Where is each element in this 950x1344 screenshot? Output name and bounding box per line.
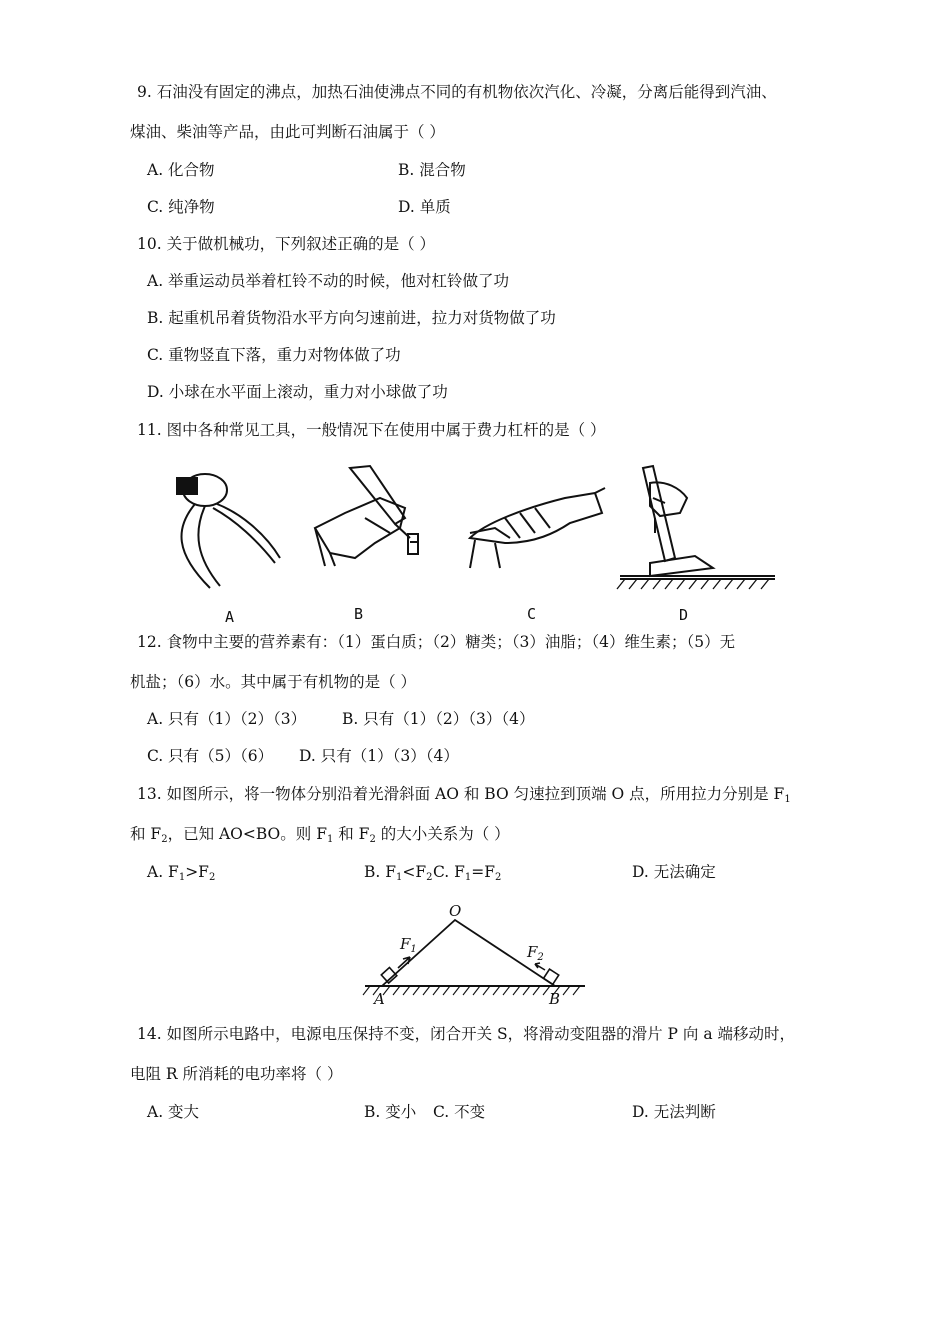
q11-stem: 11. 图中各种常见工具，一般情况下在使用中属于费力杠杆的是（ ） — [137, 421, 606, 439]
q14-option-d: D. 无法判断 — [632, 1103, 716, 1121]
q9-stem-line1: 9. 石油没有固定的沸点，加热石油使沸点不同的有机物依次汽化、冷凝，分离后能得到汽油、 — [137, 83, 777, 101]
q11-label-b: B — [354, 605, 364, 623]
q14-stem-line2: 电阻 R 所消耗的电功率将（ ） — [130, 1065, 343, 1083]
lever-bar-hand-illustration — [617, 466, 775, 589]
q13-option-c: C. $F_1=F_2$ — [433, 863, 502, 883]
q9-option-b: B. 混合物 — [398, 161, 466, 179]
q13-label-f1: $F_1$ — [400, 935, 417, 955]
q9-option-c: C. 纯净物 — [147, 198, 215, 216]
q13-option-a: A. $F_1>F_2$ — [147, 863, 216, 883]
q13-option-d: D. 无法确定 — [632, 863, 716, 881]
q12-option-c: C. 只有（5）（6） — [147, 747, 274, 765]
q13-option-b: B. $F_1<F_2$ — [364, 863, 433, 883]
q13-label-o: O — [449, 902, 462, 920]
q11-label-d: D — [679, 606, 689, 624]
q14-option-b: B. 变小 — [364, 1103, 417, 1121]
q13-stem-line1: 13. 如图所示，将一物体分别沿着光滑斜面 AO 和 BO 匀速拉到顶端 O 点，所用拉力分别是 $F_1$ — [137, 785, 791, 805]
q9-option-d: D. 单质 — [398, 198, 451, 216]
q10-option-a: A. 举重运动员举着杠铃不动的时候，他对杠铃做了功 — [147, 272, 510, 290]
q9-stem-line2: 煤油、柴油等产品，由此可判断石油属于（ ） — [130, 123, 445, 141]
q10-stem: 10. 关于做机械功，下列叙述正确的是（ ） — [137, 235, 436, 253]
q12-option-d: D. 只有（1）（3）（4） — [299, 747, 459, 765]
q11-label-a: A — [225, 608, 235, 626]
q10-option-b: B. 起重机吊着货物沿水平方向匀速前进，拉力对货物做了功 — [147, 309, 556, 327]
q13-label-f2: $F_2$ — [527, 943, 544, 963]
tongs-illustration — [177, 474, 280, 588]
q12-stem-line1: 12. 食物中主要的营养素有：（1）蛋白质；（2）糖类；（3）油脂；（4）维生素；（5）无 — [137, 633, 736, 651]
q13-incline-figure — [360, 898, 590, 1013]
q10-option-d: D. 小球在水平面上滚动，重力对小球做了功 — [147, 383, 448, 401]
q10-option-c: C. 重物竖直下落，重力对物体做了功 — [147, 346, 401, 364]
q13-label-b: B — [549, 990, 561, 1008]
q14-stem-line1: 14. 如图所示电路中，电源电压保持不变，闭合开关 S，将滑动变阻器的滑片 P 向 a 端移动时， — [137, 1025, 796, 1043]
q13-label-a: A — [374, 990, 385, 1008]
q12-option-b: B. 只有（1）（2）（3）（4） — [342, 710, 535, 728]
q11-label-c: C — [527, 605, 537, 623]
q14-option-a: A. 变大 — [147, 1103, 200, 1121]
q9-option-a: A. 化合物 — [147, 161, 215, 179]
q12-stem-line2: 机盐；（6）水。其中属于有机物的是（ ） — [130, 673, 417, 691]
q14-option-c: C. 不变 — [433, 1103, 486, 1121]
hammer-hand-illustration — [315, 466, 418, 566]
q11-tools-figure — [165, 458, 785, 628]
q13-stem-line2: 和 $F_2$，已知 AO<BO。则 $F_1$ 和 $F_2$ 的大小关系为（ ） — [130, 825, 510, 845]
q12-option-a: A. 只有（1）（2）（3） — [147, 710, 307, 728]
bottle-opener-hand-illustration — [470, 488, 605, 568]
